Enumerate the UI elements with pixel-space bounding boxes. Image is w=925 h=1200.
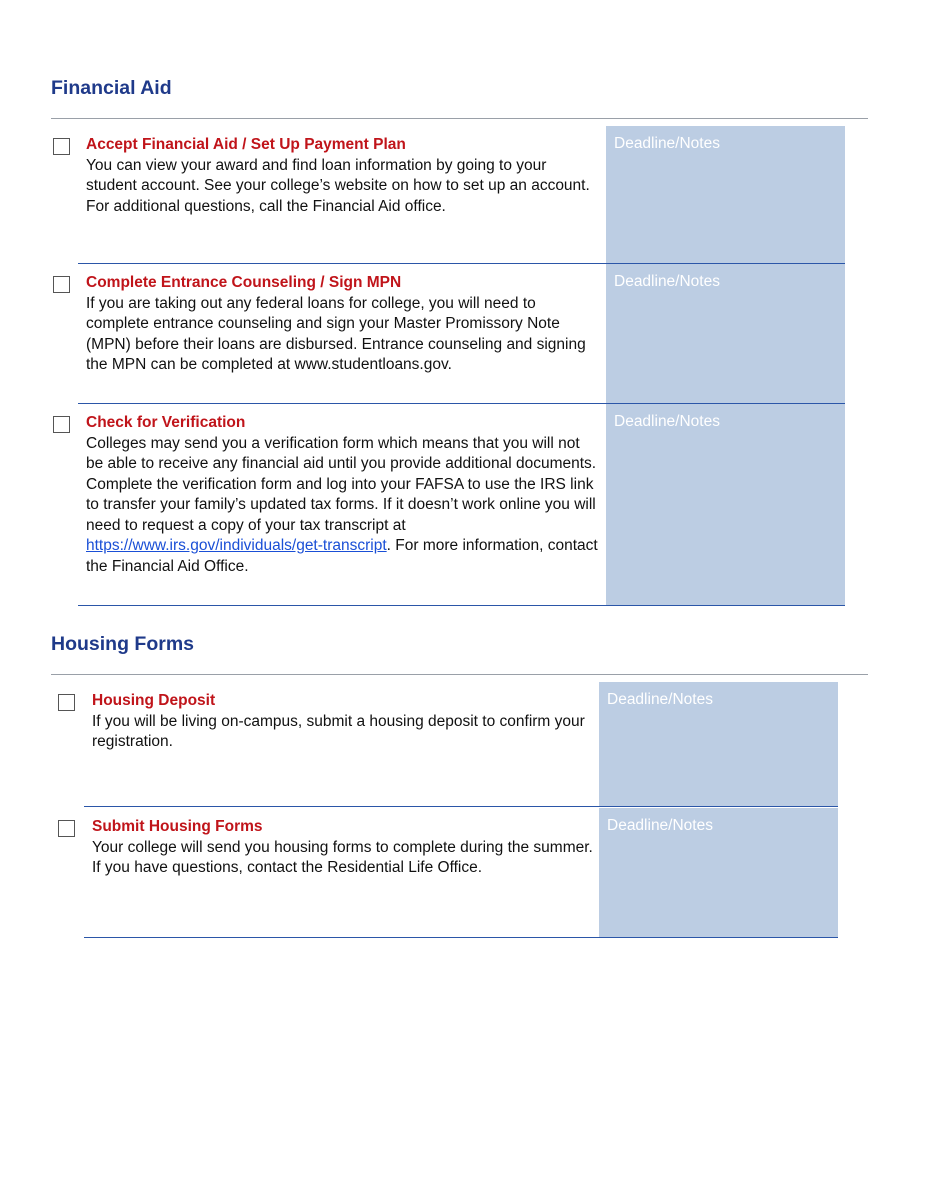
checkbox-check-verification[interactable] xyxy=(53,416,70,433)
checkbox-housing-deposit[interactable] xyxy=(58,694,75,711)
item-description-text: . For more information, contact the Financial Aid Office. xyxy=(86,537,598,575)
item-check-verification xyxy=(86,413,601,577)
checkbox-submit-housing-forms[interactable] xyxy=(58,820,75,837)
deadline-notes-field[interactable] xyxy=(599,682,838,807)
item-description xyxy=(86,434,601,578)
item-accept-financial-aid xyxy=(86,135,601,217)
item-title: Submit Housing Forms xyxy=(92,818,263,835)
checkbox-accept-financial-aid[interactable] xyxy=(53,138,70,155)
section-divider xyxy=(51,118,868,119)
deadline-notes-label: Deadline/Notes xyxy=(614,413,720,430)
section-divider xyxy=(51,674,868,675)
deadline-notes-field[interactable] xyxy=(606,264,845,404)
item-description-text: Colleges may send you a verification form which means that you will not be able to receive any financial aid until you provide additional documents. Complete the verification form and log into your FAFSA to use the IRS link to transfer your family’s updated tax forms. If it doesn’t work online you will need to request a copy of your tax transcript at xyxy=(86,434,597,534)
deadline-notes-label: Deadline/Notes xyxy=(607,817,713,834)
row-divider xyxy=(84,937,838,938)
deadline-notes-field[interactable] xyxy=(606,126,845,264)
irs-transcript-link[interactable]: https://www.irs.gov/individuals/get-transcript xyxy=(86,537,387,554)
item-description: Your college will send you housing forms to complete during the summer. If you have questions, contact the Residential Life Office. xyxy=(92,838,593,876)
row-divider xyxy=(78,605,845,606)
item-description: If you are taking out any federal loans for college, you will need to complete entrance counseling and sign your Master Promissory Note (MPN) before their loans are disbursed. Entrance counseling and signing the MPN can be completed at www.studentloans.gov. xyxy=(86,294,586,373)
item-title: Accept Financial Aid / Set Up Payment Plan xyxy=(86,136,406,153)
item-housing-deposit xyxy=(92,691,597,753)
checkbox-entrance-counseling[interactable] xyxy=(53,276,70,293)
item-entrance-counseling xyxy=(86,273,601,376)
row-divider xyxy=(84,806,838,807)
housing-forms-heading: Housing Forms xyxy=(51,633,195,655)
deadline-notes-label: Deadline/Notes xyxy=(614,135,720,152)
item-title: Housing Deposit xyxy=(92,692,216,709)
item-description: If you will be living on-campus, submit a housing deposit to confirm your registration. xyxy=(92,712,585,750)
item-title: Check for Verification xyxy=(86,414,246,431)
item-submit-housing-forms xyxy=(92,817,597,879)
deadline-notes-field[interactable] xyxy=(599,808,838,938)
deadline-notes-label: Deadline/Notes xyxy=(614,273,720,290)
item-title: Complete Entrance Counseling / Sign MPN xyxy=(86,274,402,291)
deadline-notes-field[interactable] xyxy=(606,404,845,605)
item-description: You can view your award and find loan information by going to your student account. See your college’s website on how to set up an account. For additional questions, call the Financial Aid office. xyxy=(86,156,590,215)
financial-aid-heading: Financial Aid xyxy=(51,77,172,99)
deadline-notes-label: Deadline/Notes xyxy=(607,691,713,708)
